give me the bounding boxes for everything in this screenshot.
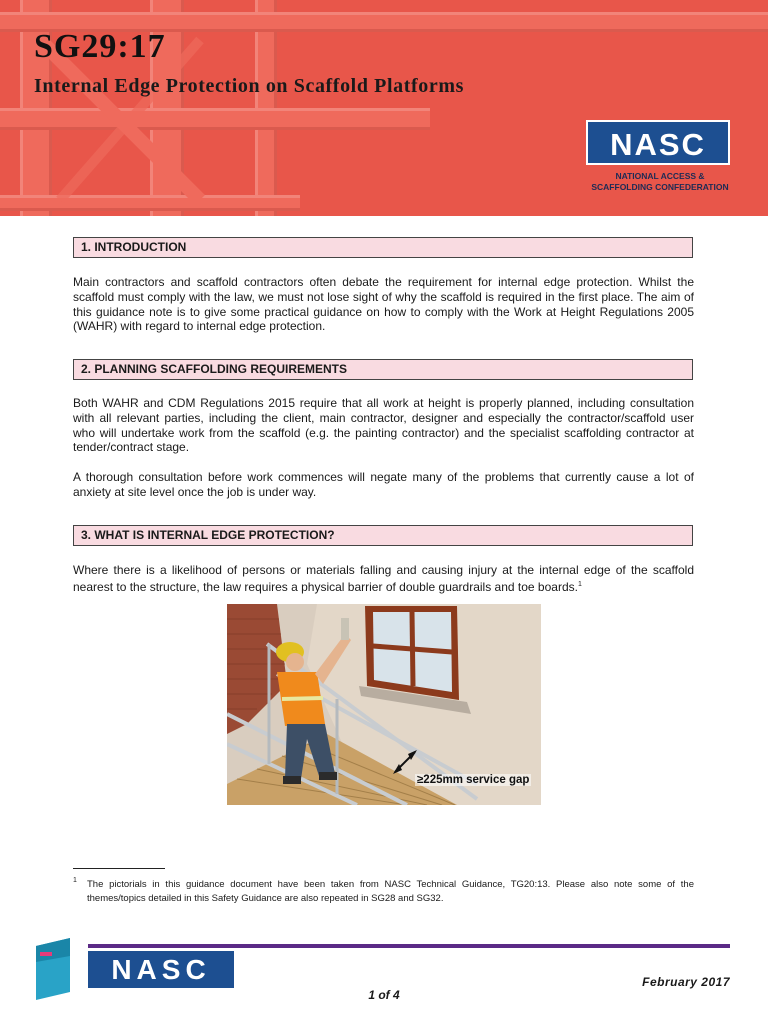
service-gap-label: ≥225mm service gap [417,774,530,786]
footer-rule [88,944,730,948]
paragraph: Main contractors and scaffold contractors often debate the requirement for internal edge protection. Whilst the scaffold must comply with the law, we must not lose sight of why the scaffold is required in the first place. The aim of this guidance note is to give some practical guidance on how to comply with the Work at Height Regulations 2005 (WAHR) with regard to internal edge protection. [73,275,694,334]
paragraph [73,563,694,595]
nasc-logo: NASC [586,120,730,165]
document-title: Internal Edge Protection on Scaffold Platforms [34,75,464,97]
paragraph: A thorough consultation before work commences will negate many of the problems that currently cause a lot of anxiety at site level once the job is under way. [73,470,694,499]
page-number: 1 of 4 [368,988,400,1002]
section-heading-introduction: 1. INTRODUCTION [73,237,693,258]
footnote-mark: 1 [73,877,77,884]
document-code: SG29:17 [34,28,166,65]
footer-nasc-logo: NASC [88,951,234,988]
header-banner [0,0,768,216]
footnote-divider [73,868,165,869]
section-heading-planning: 2. PLANNING SCAFFOLDING REQUIREMENTS [73,359,693,380]
footnote-text: The pictorials in this guidance document have been taken from NASC Technical Guidance, TG20:13. Please also note some of the themes/topics detailed in this Safety Guidance are also repeated in SG28 and SG32. [87,879,694,904]
scaffold-illustration [227,604,541,805]
footnote-reference: 1 [577,580,582,588]
paragraph-text: Where there is a likelihood of persons or materials falling and causing injury at the internal edge of the scaffold nearest to the structure, the law requires a physical barrier of double guardrails and toe boards. [73,563,694,594]
paragraph: Both WAHR and CDM Regulations 2015 require that all work at height is properly planned, including consultation with all relevant parties, including the client, main contractor, designer and especially the contractor/scaffold user who will undertake work from the scaffold (e.g. the painting contractor) and the specialist scaffolding contractor at tender/contract stage. [73,396,694,455]
nasc-logo-caption: NATIONAL ACCESS & SCAFFOLDING CONFEDERATION [591,171,729,192]
section-heading-edge-protection: 3. WHAT IS INTERNAL EDGE PROTECTION? [73,525,693,546]
publication-date: February 2017 [642,975,730,989]
